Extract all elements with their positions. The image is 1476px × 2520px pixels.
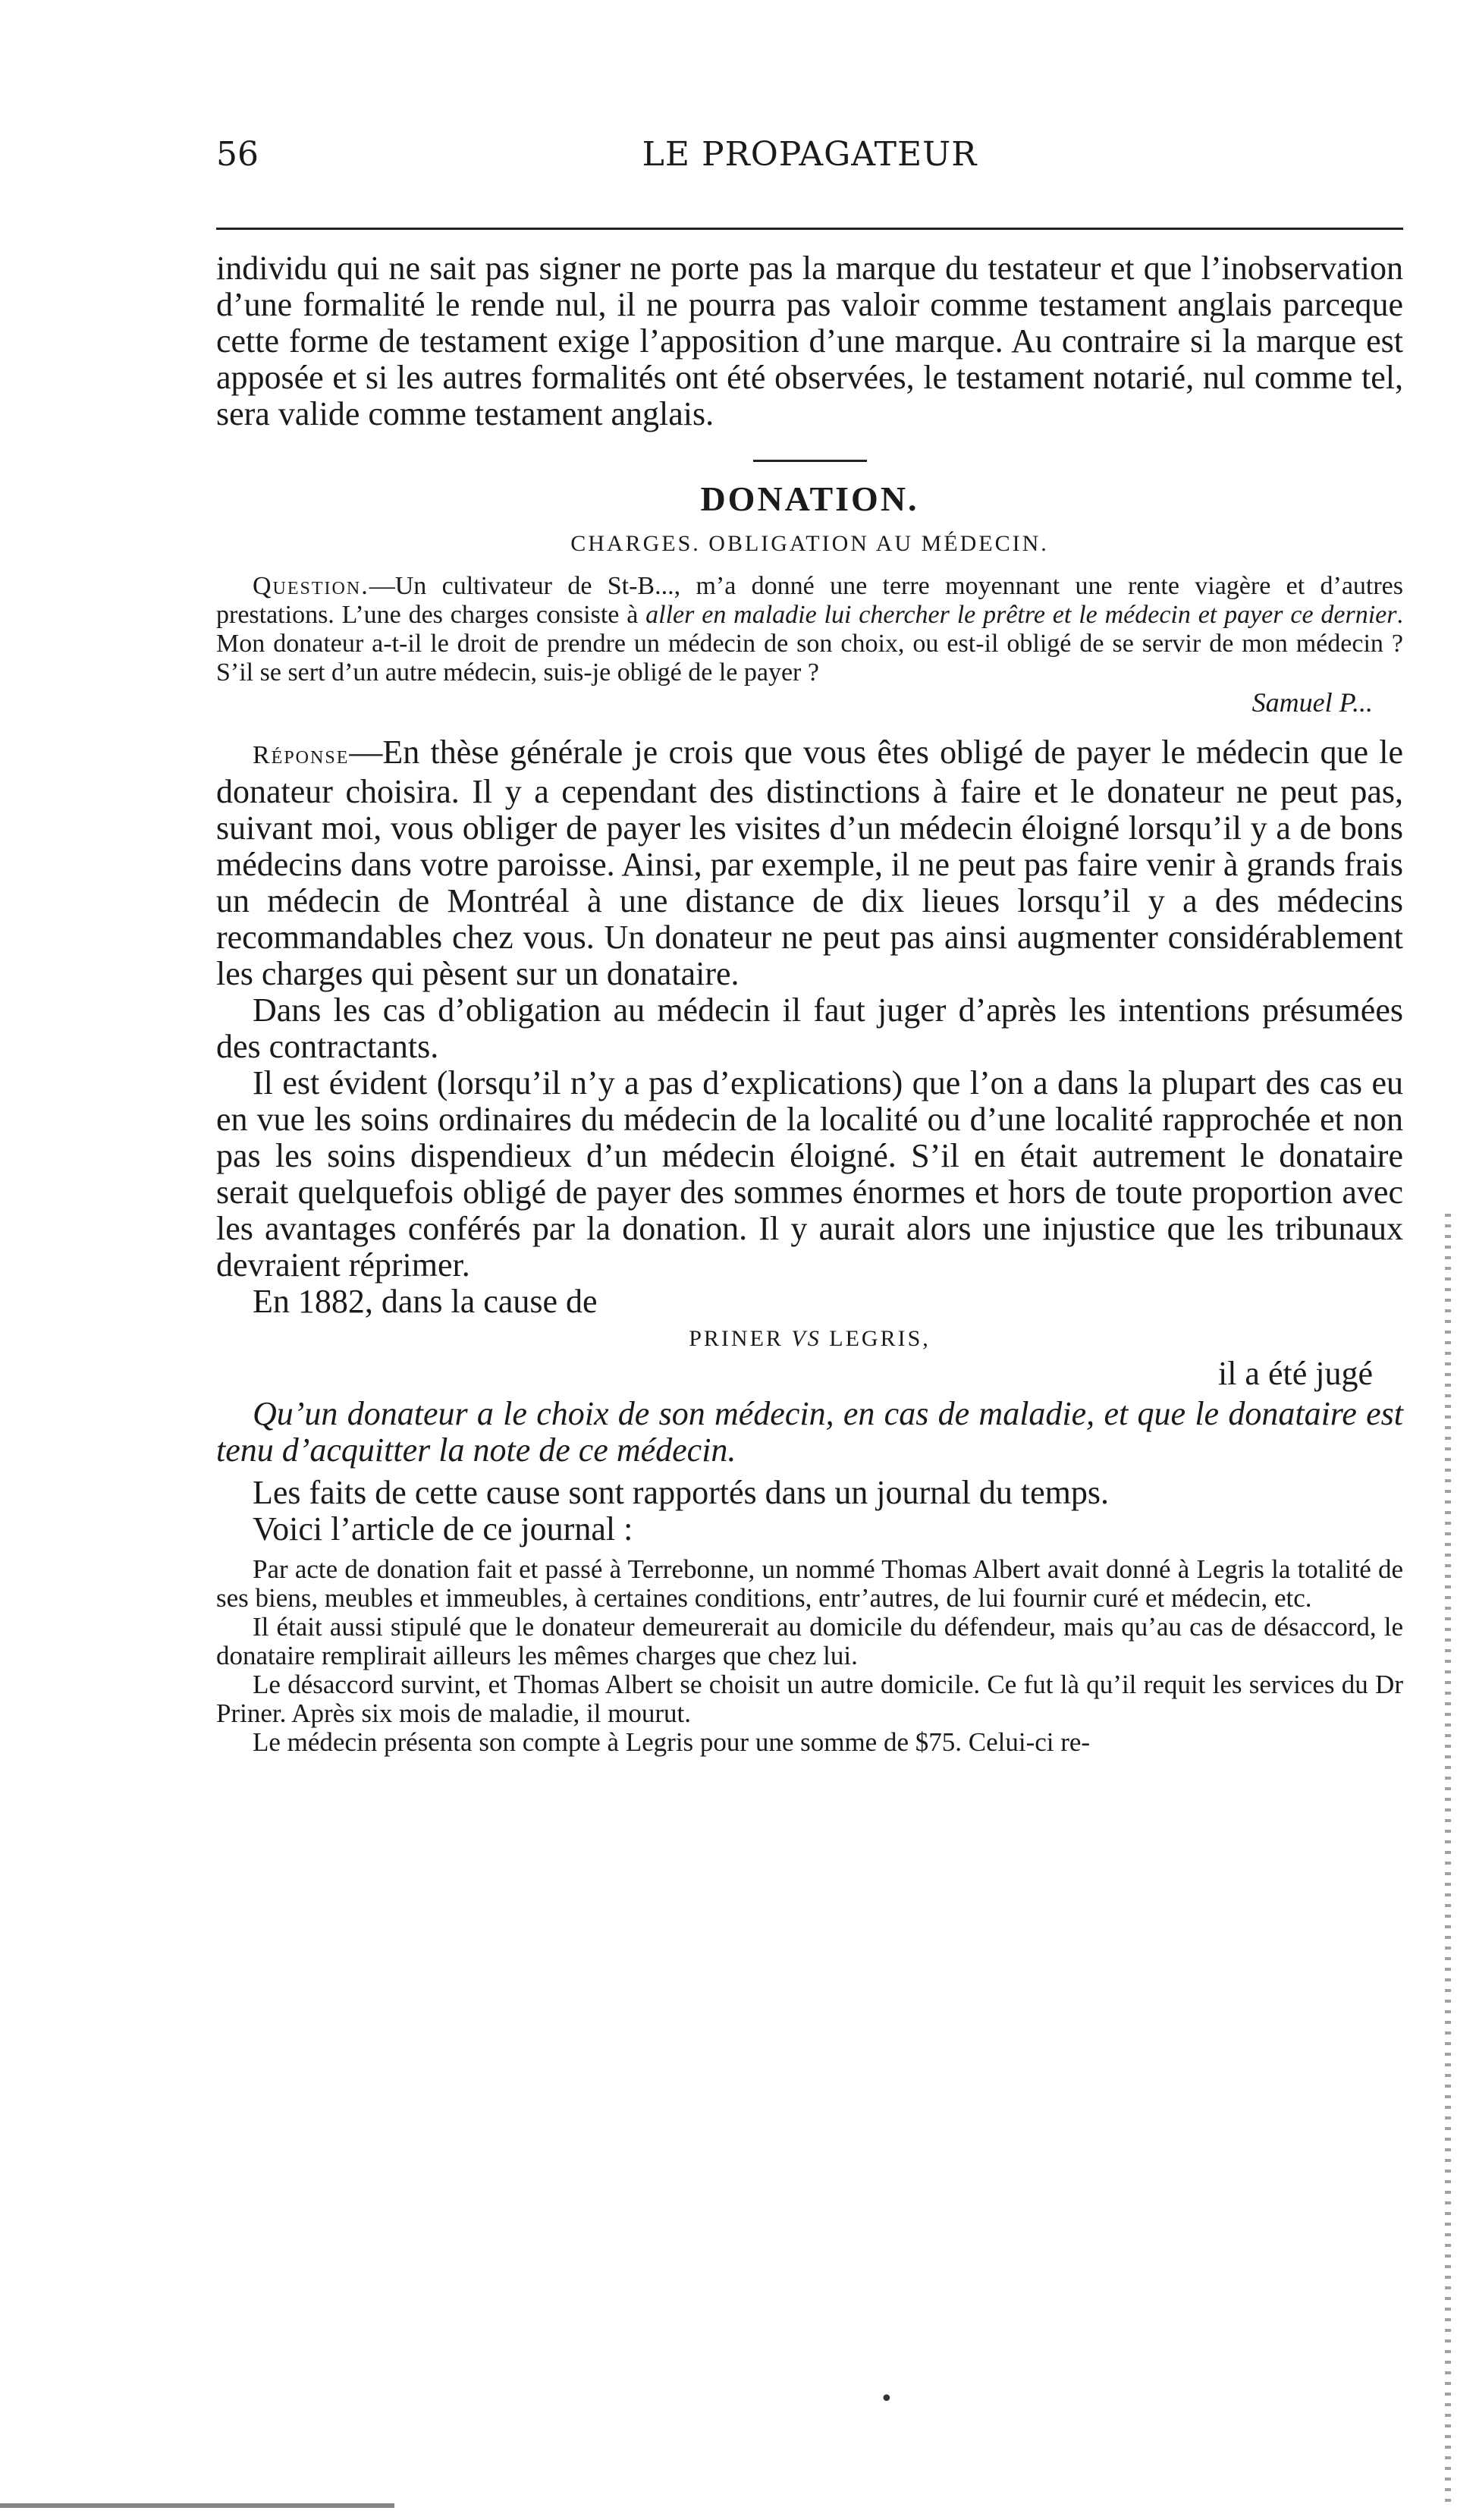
- article-paragraph-1: Par acte de donation fait et passé à Terrebonne, un nommé Thomas Albert avait donné à Legris la totalité de ses biens, meubles et immeubles, à certaines conditions, entr’autres, de lui fournir curé et médecin, etc.: [216, 1554, 1403, 1613]
- page-edge-bottom: [0, 2503, 394, 2508]
- article-paragraph-4: Le médecin présenta son compte à Legris pour une somme de $75. Celui-ci re-: [253, 1727, 1091, 1757]
- running-title: LE PROPAGATEUR: [642, 135, 978, 174]
- facts-line-1: Les faits de cette cause sont rapportés dans un journal du temps.: [253, 1474, 1110, 1511]
- intro-paragraph: individu qui ne sait pas signer ne porte pas la marque du testateur et que l’inobservation d’une formalité le rende nul, il ne pourra pas valoir comme testament anglais parceque cette forme de testament exige l’apposition d’une marque. Au contraire si la marque est apposée et si les autres formalités ont été observées, le testament notarié, nul comme tel, sera valide comme testament anglais.: [216, 250, 1403, 432]
- header-rule: [216, 228, 1403, 230]
- reponse-lead: Réponse: [253, 741, 350, 769]
- bottom-speck: •: [880, 2386, 893, 2412]
- reponse-paragraph-2: Dans les cas d’obligation au médecin il faut juger d’après les intentions présumées des contractants.: [216, 991, 1403, 1065]
- question-italic: aller en maladie lui chercher le prêtre et le médecin et payer ce dernier: [645, 601, 1397, 629]
- section-title: DONATION.: [700, 479, 919, 518]
- reponse-paragraph-4: En 1882, dans la cause de: [253, 1283, 598, 1320]
- page-header: [216, 135, 1403, 188]
- page-body: [216, 250, 1403, 1757]
- case-vs: VS: [791, 1326, 821, 1351]
- question-paragraph: [216, 572, 1403, 687]
- question-text-1: —Un cultivateur de St-B..., m’a donné une terre moyennant une rente viagère et d’autres prestations. L’une des charges consiste à: [216, 572, 1403, 629]
- reponse-text-1: —En thèse générale je crois que vous êtes obligé de payer le médecin que le donateur choisira. Il y a cependant des distinctions à faire et le donateur ne peut pas, suivant moi, vous obliger de payer les visites d’un médecin éloigné lorsqu’il y a de bons médecins dans votre paroisse. Ainsi, par exemple, il ne peut pas faire venir à grands frais un médecin de Montréal à une distance de dix lieues lorsqu’il y a des médecins recommandables chez vous. Un donateur ne peut pas ainsi augmenter considérablement les charges qui pèsent sur un donataire.: [216, 734, 1403, 992]
- page-edge-right: [1445, 1214, 1451, 2503]
- question-signature: Samuel P...: [1251, 687, 1373, 718]
- section-divider: [753, 460, 867, 462]
- section-subtitle: CHARGES. OBLIGATION AU MÉDECIN.: [570, 531, 1049, 556]
- reponse-paragraph-1: [216, 734, 1403, 992]
- case-plaintiff: PRINER: [689, 1326, 784, 1351]
- case-defendant: LEGRIS,: [829, 1326, 931, 1351]
- case-holding: Qu’un donateur a le choix de son médecin, en cas de maladie, et que le donataire est tenu d’acquitter la note de ce médecin.: [216, 1395, 1403, 1469]
- case-name: [216, 1326, 1403, 1352]
- facts-line-2: Voici l’article de ce journal :: [253, 1510, 633, 1548]
- page-number: 56: [216, 135, 259, 174]
- article-paragraph-3: Le désaccord survint, et Thomas Albert se choisit un autre domicile. Ce fut là qu’il requit les services du Dr Priner. Après six mois de maladie, il mourut.: [216, 1670, 1403, 1728]
- article-paragraph-2: Il était aussi stipulé que le donateur demeurerait au domicile du défendeur, mais qu’au cas de désaccord, le donataire remplirait ailleurs les mêmes charges que chez lui.: [216, 1612, 1403, 1670]
- question-lead: Question.: [253, 572, 369, 600]
- case-judged: il a été jugé: [1217, 1355, 1373, 1392]
- question-text-2: . Mon donateur a-t-il le droit de prendre un médecin de son choix, ou est-il obligé de se servir de mon médecin ? S’il se sert d’un autre médecin, suis-je obligé de le payer ?: [216, 601, 1403, 687]
- reponse-paragraph-3: Il est évident (lorsqu’il n’y a pas d’explications) que l’on a dans la plupart des cas eu en vue les soins ordinaires du médecin de la localité ou d’une localité rapprochée et non pas les soins dispendieux d’un médecin éloigné. S’il en était autrement le donataire serait quelquefois obligé de payer des sommes énormes et hors de toute proportion avec les avantages conférés par la donation. Il y aurait alors une injustice que les tribunaux devraient réprimer.: [216, 1064, 1403, 1284]
